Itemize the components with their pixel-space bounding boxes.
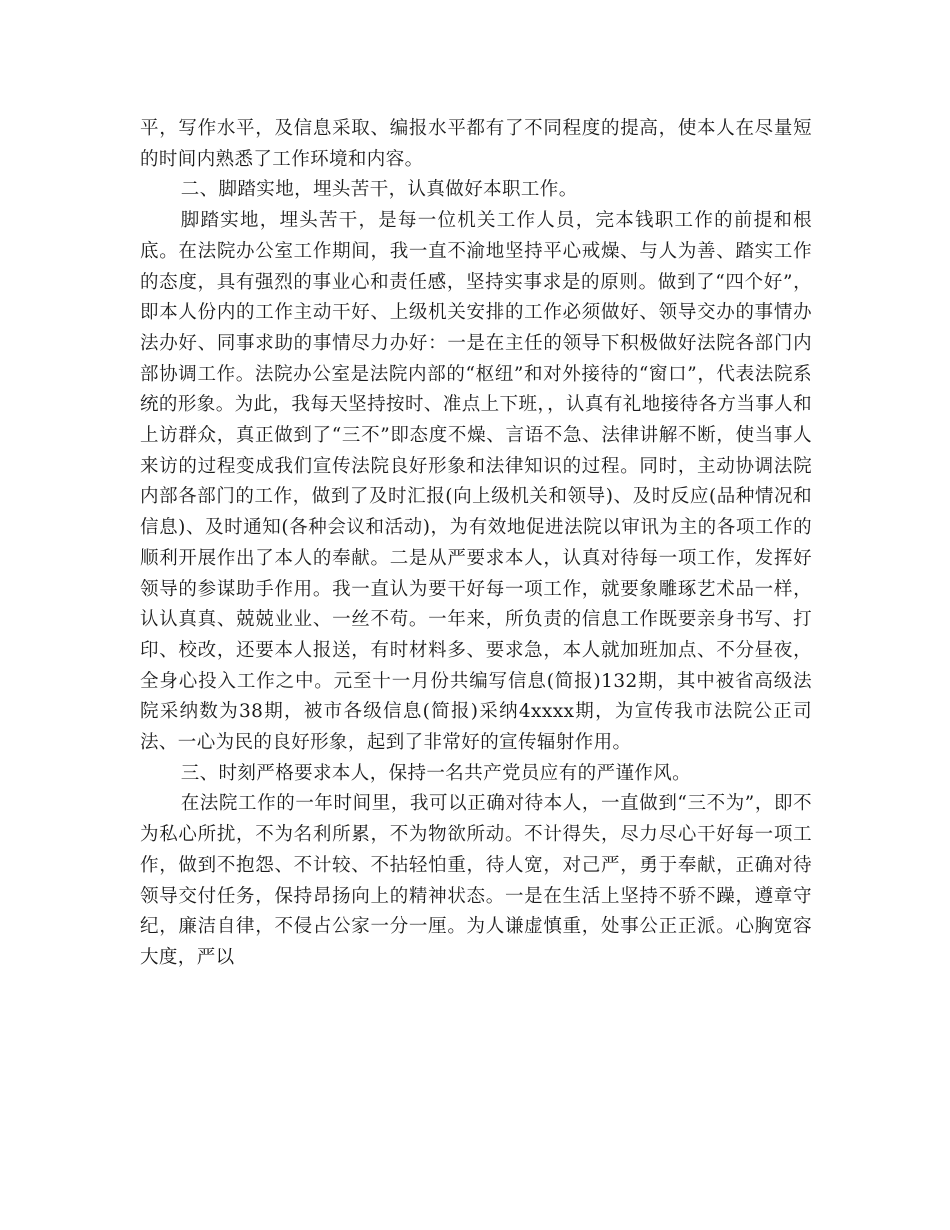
section-heading-2: 二、脚踏实地，埋头苦干，认真做好本职工作。 [180, 179, 578, 201]
section-heading-3: 三、时刻严格要求本人，保持一名共产党员应有的严谨作风。 [180, 762, 691, 784]
document-body [140, 114, 812, 974]
paragraph-section-3-body: 在法院工作的一年时间里，我可以正确对待本人，一直做到“三不为”，即不为私心所扰，不为名利所累，不为物欲所动。不计得失，尽力尽心干好每一项工作，做到不抱怨、不计较、不拈轻怕重，待人宽，对己严，勇于奉献，正确对待领导交付任务，保持昂扬向上的精神状态。一是在生活上坚持不骄不躁，遵章守纪，廉洁自律，不侵占公家一分一厘。为人谦虚慎重，处事公正正派。心胸宽容大度，严以 [140, 793, 812, 968]
paragraph-section-2-body: 脚踏实地，埋头苦干，是每一位机关工作人员，完本钱职工作的前提和根底。在法院办公室工作期间，我一直不渝地坚持平心戒燥、与人为善、踏实工作的态度，具有强烈的事业心和责任感，坚持实事求是的原则。做到了“四个好”，即本人份内的工作主动干好、上级机关安排的工作必须做好、领导交办的事情办法办好、同事求助的事情尽力办好：一是在主任的领导下积极做好法院各部门内部协调工作。法院办公室是法院内部的“枢纽”和对外接待的“窗口”，代表法院系统的形象。为此，我每天坚持按时、准点上下班，，认真有礼地接待各方当事人和上访群众，真正做到了“三不”即态度不燥、言语不急、法律讲解不断，使当事人来访的过程变成我们宣传法院良好形象和法律知识的过程。同时，主动协调法院内部各部门的工作，做到了及时汇报(向上级机关和领导)、及时反应(品种情况和信息)、及时通知(各种会议和活动)，为有效地促进法院以审讯为主的各项工作的顺利开展作出了本人的奉献。二是从严要求本人，认真对待每一项工作，发挥好领导的参谋助手作用。我一直认为要干好每一项工作，就要象雕琢艺术品一样，认认真真、兢兢业业、一丝不苟。一年来，所负责的信息工作既要亲身书写、打印、校改，还要本人报送，有时材料多、要求急，本人就加班加点、不分昼夜，全身心投入工作之中。元至十一月份共编写信息(简报)132期，其中被省高级法院采纳数为38期，被市各级信息(简报)采纳4xxxx期，为宣传我市法院公正司法、一心为民的良好形象，起到了非常好的宣传辐射作用。 [140, 210, 812, 754]
paragraph-continuation: 平，写作水平，及信息采取、编报水平都有了不同程度的提高，使本人在尽量短的时间内熟悉了工作环境和内容。 [140, 118, 812, 170]
